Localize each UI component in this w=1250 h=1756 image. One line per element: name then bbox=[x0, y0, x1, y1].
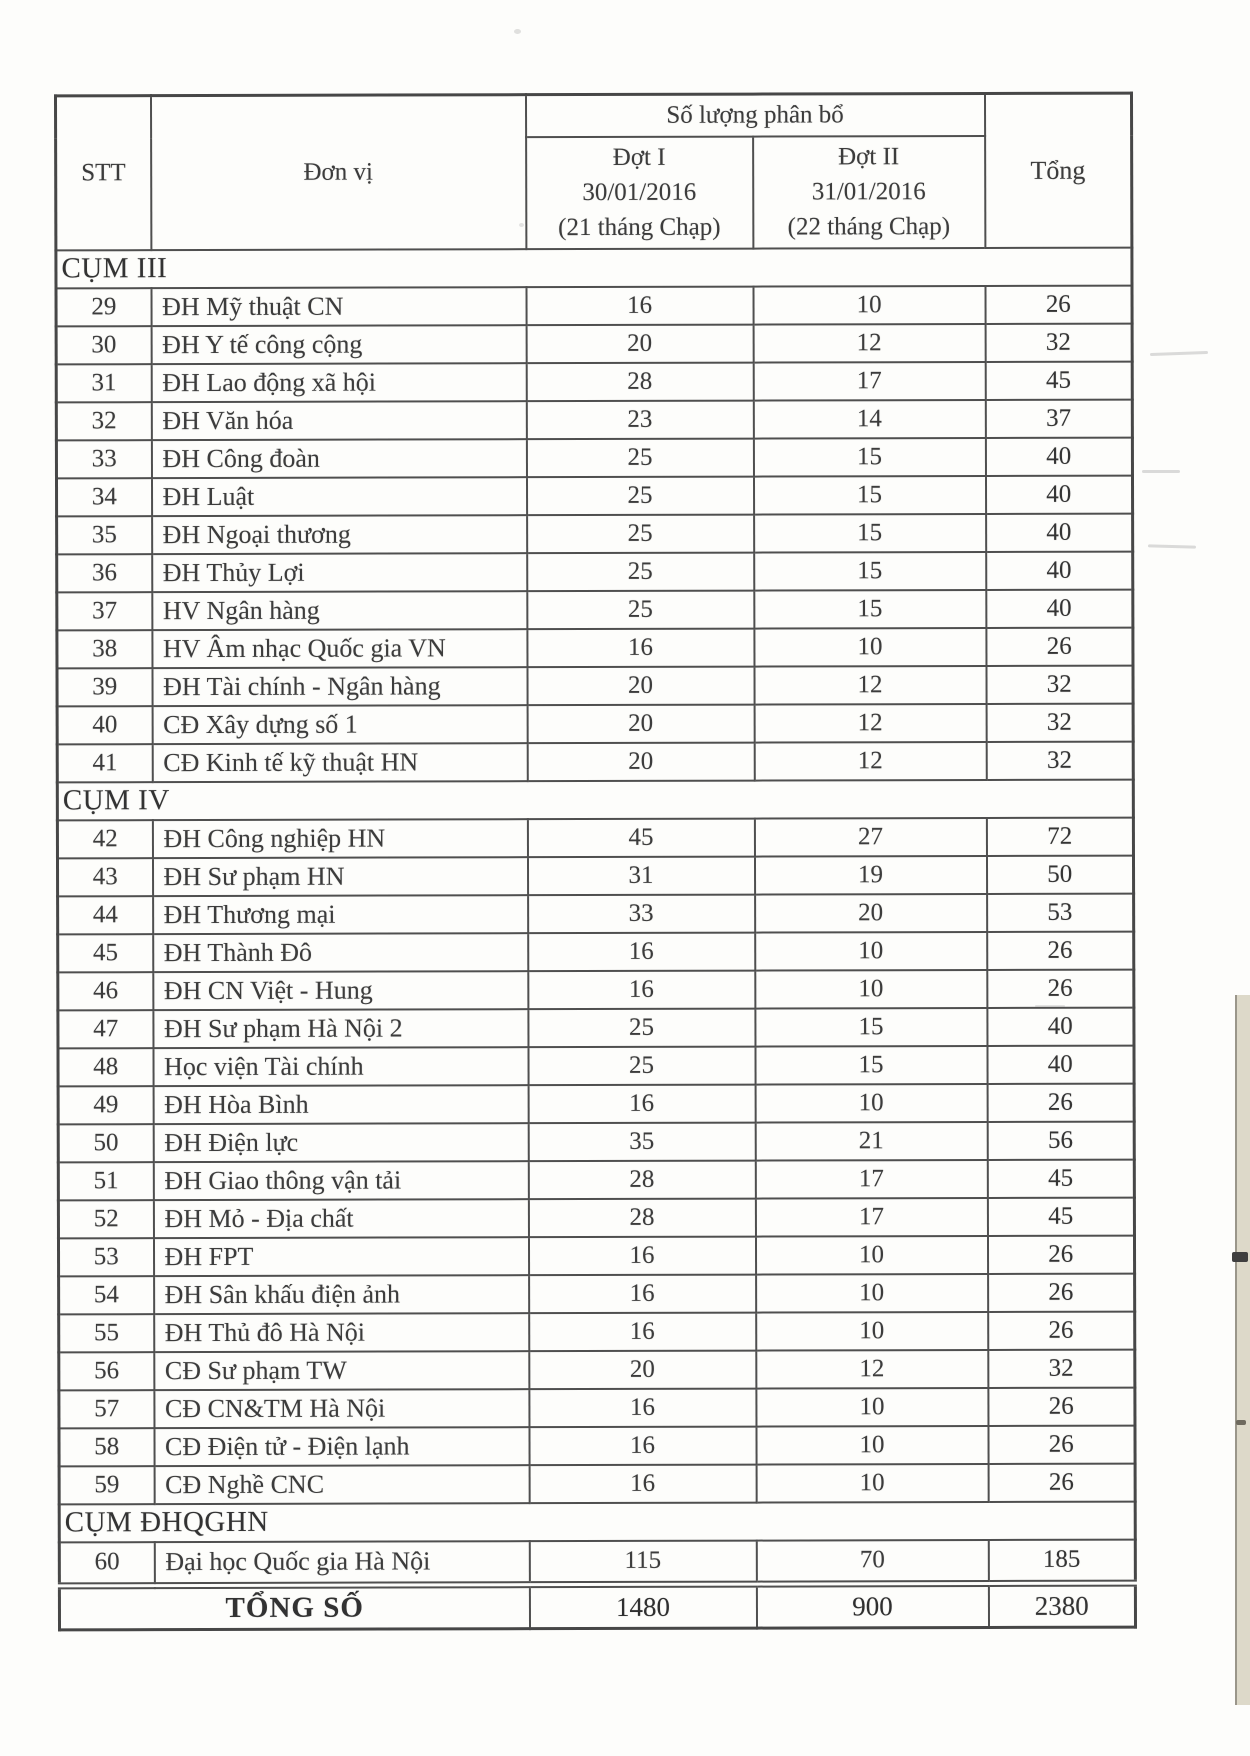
row-dot1-value: 35 bbox=[528, 1122, 755, 1161]
row-dot1-value: 20 bbox=[529, 1350, 756, 1389]
row-unit: Học viện Tài chính bbox=[153, 1047, 528, 1086]
table-row bbox=[58, 893, 1134, 934]
row-tong-value: 32 bbox=[986, 741, 1133, 779]
row-dot2-value: 10 bbox=[756, 1273, 988, 1312]
row-tong-value: 26 bbox=[988, 1311, 1135, 1349]
row-dot2-value: 70 bbox=[756, 1539, 988, 1584]
row-unit: ĐH Ngoại thương bbox=[152, 515, 527, 554]
row-dot2-value: 10 bbox=[753, 285, 985, 324]
table-row bbox=[58, 969, 1134, 1010]
row-unit: ĐH Công đoàn bbox=[151, 439, 526, 478]
row-stt: 32 bbox=[56, 402, 151, 440]
row-stt: 55 bbox=[59, 1314, 154, 1352]
row-unit: CĐ Kinh tế kỹ thuật HN bbox=[152, 743, 527, 782]
row-unit: HV Âm nhạc Quốc gia VN bbox=[152, 629, 527, 668]
row-stt: 56 bbox=[59, 1352, 154, 1390]
header-tong: Tổng bbox=[984, 93, 1131, 247]
table-row bbox=[59, 1311, 1135, 1352]
table-row bbox=[59, 1387, 1135, 1428]
row-tong-value: 26 bbox=[988, 1387, 1135, 1425]
row-stt: 29 bbox=[56, 288, 151, 326]
row-stt: 34 bbox=[56, 478, 151, 516]
row-dot1-value: 33 bbox=[528, 894, 755, 933]
row-stt: 53 bbox=[58, 1238, 153, 1276]
row-unit: HV Ngân hàng bbox=[152, 591, 527, 630]
row-tong-value: 40 bbox=[987, 1045, 1134, 1083]
row-unit: ĐH Thủy Lợi bbox=[152, 553, 527, 592]
row-dot2-value: 15 bbox=[754, 513, 986, 552]
row-tong-value: 26 bbox=[987, 1235, 1134, 1273]
row-dot2-value: 10 bbox=[756, 1463, 988, 1502]
table-row bbox=[57, 513, 1133, 554]
row-dot2-value: 15 bbox=[753, 437, 985, 476]
table-header bbox=[55, 93, 1131, 250]
row-stt: 57 bbox=[59, 1390, 154, 1428]
table-row bbox=[56, 285, 1132, 326]
row-dot1-value: 20 bbox=[526, 324, 753, 363]
table-row bbox=[57, 741, 1133, 782]
row-tong-value: 40 bbox=[986, 513, 1133, 551]
scan-edge-mark bbox=[1236, 1420, 1246, 1425]
header-don-vi: Đơn vị bbox=[150, 95, 525, 250]
row-dot2-value: 10 bbox=[755, 931, 987, 970]
header-dot-1-lunar: (21 tháng Chạp) bbox=[558, 213, 721, 242]
row-stt: 47 bbox=[58, 1010, 153, 1048]
row-dot1-value: 115 bbox=[529, 1540, 756, 1585]
row-dot2-value: 21 bbox=[755, 1121, 987, 1160]
row-tong-value: 26 bbox=[985, 285, 1132, 323]
row-dot2-value: 10 bbox=[755, 1083, 987, 1122]
row-stt: 42 bbox=[57, 820, 152, 858]
row-tong-value: 72 bbox=[986, 817, 1133, 855]
row-dot1-value: 25 bbox=[527, 514, 754, 553]
scan-smudge bbox=[1142, 470, 1180, 473]
row-dot2-value: 10 bbox=[756, 1425, 988, 1464]
scan-smudge bbox=[1148, 544, 1196, 548]
scan-edge-strip bbox=[1235, 995, 1250, 1705]
row-tong-value: 26 bbox=[987, 1083, 1134, 1121]
section-header-row bbox=[57, 779, 1133, 820]
row-stt: 58 bbox=[59, 1428, 154, 1466]
row-dot1-value: 16 bbox=[528, 970, 755, 1009]
row-unit: ĐH Thủ đô Hà Nội bbox=[154, 1313, 529, 1352]
row-tong-value: 45 bbox=[985, 361, 1132, 399]
row-tong-value: 26 bbox=[986, 627, 1133, 665]
table-footer bbox=[59, 1583, 1135, 1630]
row-tong-value: 32 bbox=[988, 1349, 1135, 1387]
row-dot2-value: 10 bbox=[756, 1387, 988, 1426]
row-stt: 43 bbox=[57, 858, 152, 896]
row-stt: 51 bbox=[58, 1162, 153, 1200]
table-row bbox=[57, 703, 1133, 744]
row-unit: ĐH Giao thông vận tải bbox=[153, 1161, 528, 1200]
table-row bbox=[56, 475, 1132, 516]
total-tong-value: 2380 bbox=[988, 1583, 1135, 1627]
row-tong-value: 45 bbox=[987, 1197, 1134, 1235]
section-label: CỤM IV bbox=[57, 779, 1133, 820]
header-dot-2-title: Đợt II bbox=[838, 143, 900, 171]
row-dot1-value: 25 bbox=[528, 1008, 755, 1047]
row-dot2-value: 15 bbox=[754, 551, 986, 590]
row-dot1-value: 16 bbox=[529, 1312, 756, 1351]
row-tong-value: 40 bbox=[986, 589, 1133, 627]
table-row bbox=[59, 1425, 1135, 1466]
row-stt: 40 bbox=[57, 706, 152, 744]
row-unit: ĐH Điện lực bbox=[153, 1123, 528, 1162]
row-dot1-value: 25 bbox=[527, 552, 754, 591]
row-stt: 30 bbox=[56, 326, 151, 364]
row-dot2-value: 17 bbox=[753, 361, 985, 400]
row-unit: ĐH Sân khấu điện ảnh bbox=[154, 1275, 529, 1314]
total-dot2-value: 900 bbox=[756, 1583, 988, 1628]
row-unit: CĐ Điện tử - Điện lạnh bbox=[154, 1427, 529, 1466]
row-stt: 52 bbox=[58, 1200, 153, 1238]
row-dot1-value: 20 bbox=[527, 666, 754, 705]
row-dot2-value: 15 bbox=[755, 1007, 987, 1046]
row-tong-value: 185 bbox=[988, 1539, 1135, 1583]
row-dot1-value: 28 bbox=[528, 1160, 755, 1199]
header-dot-2-date: 31/01/2016 bbox=[811, 178, 926, 206]
section-label: CỤM ĐHQGHN bbox=[59, 1501, 1135, 1542]
row-unit: ĐH Hòa Bình bbox=[153, 1085, 528, 1124]
row-unit: ĐH Văn hóa bbox=[151, 401, 526, 440]
table-row bbox=[59, 1463, 1135, 1504]
row-unit: ĐH Mỏ - Địa chất bbox=[153, 1199, 528, 1238]
row-tong-value: 26 bbox=[987, 969, 1134, 1007]
row-dot2-value: 17 bbox=[755, 1197, 987, 1236]
table-row bbox=[57, 551, 1133, 592]
row-tong-value: 26 bbox=[988, 1463, 1135, 1501]
row-dot2-value: 14 bbox=[753, 399, 985, 438]
row-tong-value: 40 bbox=[987, 1007, 1134, 1045]
row-dot2-value: 15 bbox=[755, 1045, 987, 1084]
row-unit: CĐ Sư phạm TW bbox=[154, 1351, 529, 1390]
table-row bbox=[56, 323, 1132, 364]
row-dot2-value: 10 bbox=[755, 1235, 987, 1274]
row-dot2-value: 15 bbox=[753, 475, 985, 514]
row-unit: ĐH Công nghiệp HN bbox=[152, 819, 527, 858]
row-dot1-value: 31 bbox=[527, 856, 754, 895]
row-tong-value: 53 bbox=[987, 893, 1134, 931]
scan-smudge bbox=[1150, 351, 1208, 356]
row-stt: 49 bbox=[58, 1086, 153, 1124]
table-row bbox=[56, 399, 1132, 440]
header-dot-2 bbox=[753, 135, 985, 248]
row-stt: 35 bbox=[57, 516, 152, 554]
row-dot1-value: 25 bbox=[527, 590, 754, 629]
scan-speck bbox=[519, 223, 524, 227]
row-dot1-value: 28 bbox=[526, 362, 753, 401]
table-row bbox=[59, 1273, 1135, 1314]
table-row bbox=[58, 1235, 1134, 1276]
header-dot-2-lunar: (22 tháng Chạp) bbox=[787, 213, 951, 241]
row-unit: CĐ CN&TM Hà Nội bbox=[154, 1389, 529, 1428]
section-header-row bbox=[56, 247, 1132, 288]
row-dot1-value: 16 bbox=[529, 1388, 756, 1427]
row-dot2-value: 10 bbox=[755, 969, 987, 1008]
row-stt: 33 bbox=[56, 440, 151, 478]
row-unit: ĐH Thành Đô bbox=[153, 933, 528, 972]
row-dot2-value: 15 bbox=[754, 589, 986, 628]
row-dot2-value: 10 bbox=[754, 627, 986, 666]
section-label: CỤM III bbox=[56, 247, 1132, 288]
header-stt: STT bbox=[55, 96, 150, 250]
row-unit: Đại học Quốc gia Hà Nội bbox=[154, 1541, 529, 1586]
row-stt: 37 bbox=[57, 592, 152, 630]
table-row bbox=[58, 1083, 1134, 1124]
row-tong-value: 45 bbox=[987, 1159, 1134, 1197]
row-stt: 59 bbox=[59, 1466, 154, 1504]
row-tong-value: 26 bbox=[988, 1425, 1135, 1463]
row-stt: 36 bbox=[57, 554, 152, 592]
table-row bbox=[58, 1007, 1134, 1048]
row-dot1-value: 20 bbox=[527, 742, 754, 781]
total-row bbox=[59, 1583, 1135, 1630]
row-dot2-value: 20 bbox=[755, 893, 987, 932]
section-header-row bbox=[59, 1501, 1135, 1542]
row-dot2-value: 12 bbox=[754, 703, 986, 742]
row-unit: ĐH Luật bbox=[151, 477, 526, 516]
row-dot1-value: 23 bbox=[526, 400, 753, 439]
row-tong-value: 50 bbox=[986, 855, 1133, 893]
row-stt: 50 bbox=[58, 1124, 153, 1162]
scan-edge-mark bbox=[1232, 1252, 1248, 1262]
table-row bbox=[58, 931, 1134, 972]
row-tong-value: 32 bbox=[985, 323, 1132, 361]
row-tong-value: 26 bbox=[987, 931, 1134, 969]
table-row bbox=[57, 589, 1133, 630]
row-dot1-value: 25 bbox=[528, 1046, 755, 1085]
row-dot1-value: 16 bbox=[527, 628, 754, 667]
allocation-table-wrapper bbox=[54, 92, 1134, 1632]
header-dot-1-title: Đợt I bbox=[612, 143, 666, 171]
header-dot-1 bbox=[526, 136, 753, 249]
row-dot1-value: 16 bbox=[529, 1426, 756, 1465]
row-dot1-value: 16 bbox=[528, 1236, 755, 1275]
row-unit: ĐH Sư phạm Hà Nội 2 bbox=[153, 1009, 528, 1048]
table-row bbox=[57, 665, 1133, 706]
row-dot2-value: 12 bbox=[754, 741, 986, 780]
row-dot1-value: 45 bbox=[527, 818, 754, 857]
row-dot1-value: 20 bbox=[527, 704, 754, 743]
row-stt: 48 bbox=[58, 1048, 153, 1086]
table-row bbox=[58, 1045, 1134, 1086]
row-unit: ĐH Y tế công cộng bbox=[151, 325, 526, 364]
row-dot2-value: 12 bbox=[753, 323, 985, 362]
row-stt: 46 bbox=[58, 972, 153, 1010]
row-dot1-value: 16 bbox=[528, 932, 755, 971]
row-dot1-value: 16 bbox=[529, 1274, 756, 1313]
row-stt: 45 bbox=[58, 934, 153, 972]
row-stt: 54 bbox=[59, 1276, 154, 1314]
row-dot1-value: 25 bbox=[526, 476, 753, 515]
header-so-luong-phan-bo: Số lượng phân bổ bbox=[525, 93, 984, 136]
row-dot2-value: 12 bbox=[756, 1349, 988, 1388]
table-row bbox=[58, 1121, 1134, 1162]
row-tong-value: 56 bbox=[987, 1121, 1134, 1159]
row-unit: ĐH Tài chính - Ngân hàng bbox=[152, 667, 527, 706]
table-row bbox=[57, 855, 1133, 896]
row-tong-value: 32 bbox=[986, 703, 1133, 741]
row-tong-value: 40 bbox=[985, 475, 1132, 513]
row-dot1-value: 16 bbox=[529, 1464, 756, 1503]
row-unit: ĐH CN Việt - Hung bbox=[153, 971, 528, 1010]
row-tong-value: 40 bbox=[985, 437, 1132, 475]
row-dot1-value: 28 bbox=[528, 1198, 755, 1237]
header-row-top bbox=[55, 93, 1131, 138]
row-stt: 31 bbox=[56, 364, 151, 402]
scan-smudge bbox=[1035, 1005, 1065, 1007]
row-unit: ĐH FPT bbox=[153, 1237, 528, 1276]
total-label: TỔNG SỐ bbox=[59, 1585, 529, 1630]
row-dot1-value: 16 bbox=[528, 1084, 755, 1123]
row-tong-value: 26 bbox=[988, 1273, 1135, 1311]
table-row bbox=[56, 361, 1132, 402]
row-dot2-value: 10 bbox=[756, 1311, 988, 1350]
row-unit: ĐH Sư phạm HN bbox=[152, 857, 527, 896]
header-dot-1-date: 30/01/2016 bbox=[582, 178, 697, 207]
row-stt: 38 bbox=[57, 630, 152, 668]
scan-speck bbox=[514, 29, 521, 34]
table-row bbox=[58, 1197, 1134, 1238]
table-row bbox=[56, 437, 1132, 478]
row-dot1-value: 25 bbox=[526, 438, 753, 477]
row-stt: 41 bbox=[57, 744, 152, 782]
table-row bbox=[57, 817, 1133, 858]
row-unit: ĐH Thương mại bbox=[153, 895, 528, 934]
row-dot2-value: 12 bbox=[754, 665, 986, 704]
total-dot1-value: 1480 bbox=[529, 1584, 756, 1629]
row-stt: 44 bbox=[58, 896, 153, 934]
row-dot2-value: 17 bbox=[755, 1159, 987, 1198]
allocation-table bbox=[54, 92, 1137, 1632]
row-unit: ĐH Lao động xã hội bbox=[151, 363, 526, 402]
row-stt: 60 bbox=[59, 1542, 154, 1586]
table-row bbox=[59, 1539, 1135, 1586]
row-unit: CĐ Nghề CNC bbox=[154, 1465, 529, 1504]
table-row bbox=[59, 1349, 1135, 1390]
row-dot2-value: 19 bbox=[754, 855, 986, 894]
row-dot2-value: 27 bbox=[754, 817, 986, 856]
row-unit: ĐH Mỹ thuật CN bbox=[151, 287, 526, 326]
row-tong-value: 40 bbox=[986, 551, 1133, 589]
row-tong-value: 32 bbox=[986, 665, 1133, 703]
row-dot1-value: 16 bbox=[526, 286, 753, 325]
table-row bbox=[58, 1159, 1134, 1200]
table-row bbox=[57, 627, 1133, 668]
table-body bbox=[56, 247, 1135, 1586]
row-stt: 39 bbox=[57, 668, 152, 706]
row-unit: CĐ Xây dựng số 1 bbox=[152, 705, 527, 744]
row-tong-value: 37 bbox=[985, 399, 1132, 437]
